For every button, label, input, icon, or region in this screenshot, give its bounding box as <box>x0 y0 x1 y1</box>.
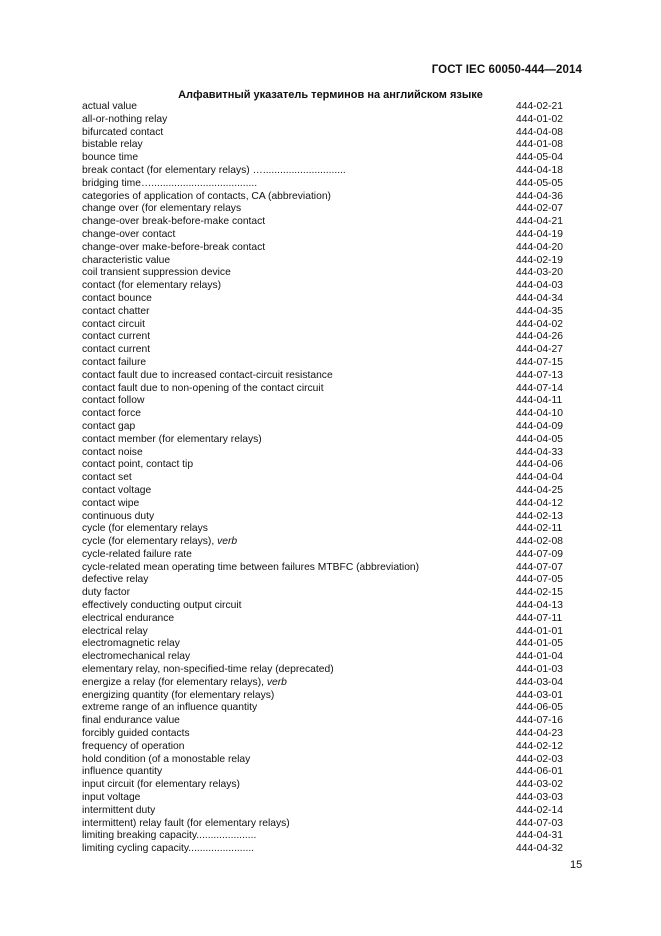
index-term <box>82 843 254 856</box>
index-term <box>82 600 242 613</box>
index-entry <box>82 830 568 843</box>
index-term-text: cycle (for elementary relays <box>82 523 208 535</box>
index-term-text: coil transient suppression device <box>82 267 231 279</box>
index-term <box>82 459 193 472</box>
index-term <box>82 395 144 408</box>
index-term <box>82 511 154 524</box>
index-term-text: electrical endurance <box>82 612 175 624</box>
index-term <box>82 587 130 600</box>
index-code: 444-02-07 <box>516 203 563 215</box>
index-code: 444-04-36 <box>516 190 563 202</box>
index-term-text: duty factor <box>82 587 131 599</box>
index-entry <box>82 191 568 204</box>
index-term <box>82 549 192 562</box>
index-entry <box>82 255 568 268</box>
index-entry <box>82 626 568 639</box>
index-term <box>82 523 208 536</box>
index-entry <box>82 280 568 293</box>
index-entry <box>82 766 568 779</box>
index-code: 444-04-23 <box>516 728 563 740</box>
index-term <box>82 434 262 447</box>
index-term-text: contact failure <box>82 356 147 368</box>
index-code: 444-04-08 <box>516 126 563 138</box>
index-term-text: contact voltage <box>82 484 152 496</box>
index-term-text: contact (for elementary relays) <box>82 280 222 292</box>
index-term-text: contact point, contact tip <box>82 459 194 471</box>
index-title: Алфавитный указатель терминов на английском языке <box>178 89 483 101</box>
index-code: 444-04-03 <box>516 280 563 292</box>
index-term <box>82 216 265 229</box>
index-entry <box>82 805 568 818</box>
index-entry <box>82 421 568 434</box>
index-term <box>82 383 324 396</box>
index-entry <box>82 152 568 165</box>
index-term-text: bifurcated contact <box>82 126 164 138</box>
index-entry <box>82 267 568 280</box>
index-term <box>82 728 190 741</box>
index-entry <box>82 587 568 600</box>
index-entry <box>82 638 568 651</box>
index-term-text: hold condition (of a monostable relay <box>82 753 251 765</box>
index-entry <box>82 728 568 741</box>
index-code: 444-04-32 <box>516 843 563 855</box>
index-term <box>82 293 152 306</box>
index-entry <box>82 600 568 613</box>
index-term <box>82 319 145 332</box>
index-term <box>82 152 138 165</box>
index-term-text: contact fault due to non-opening of the contact circuit <box>82 382 324 394</box>
index-code: 444-02-15 <box>516 587 563 599</box>
index-term <box>82 805 155 818</box>
index-code: 444-06-01 <box>516 766 563 778</box>
index-code: 444-04-34 <box>516 292 563 304</box>
index-term <box>82 485 151 498</box>
index-entry <box>82 523 568 536</box>
index-code: 444-04-25 <box>516 484 563 496</box>
index-term-text: bridging time…..................................... <box>82 177 258 189</box>
index-term-text: electromagnetic relay <box>82 638 180 650</box>
index-term <box>82 178 257 191</box>
index-term-text: cycle-related mean operating time between failures MTBFC (abbreviation) <box>82 561 420 573</box>
index-term <box>82 830 256 843</box>
index-term <box>82 779 240 792</box>
index-code: 444-05-04 <box>516 152 563 164</box>
index-term <box>82 498 139 511</box>
index-term <box>82 370 333 383</box>
index-code: 444-07-05 <box>516 574 563 586</box>
index-code: 444-07-07 <box>516 561 563 573</box>
index-code: 444-03-04 <box>516 676 563 688</box>
index-term-text: change-over contact <box>82 228 176 240</box>
index-term-text: intermittent) relay fault (for elementary relays) <box>82 817 290 829</box>
index-entry <box>82 203 568 216</box>
index-term <box>82 280 221 293</box>
index-code: 444-04-21 <box>516 216 563 228</box>
index-term <box>82 626 148 639</box>
index-code: 444-02-14 <box>516 804 563 816</box>
index-term-text: limiting cycling capacity....................... <box>82 843 255 855</box>
index-term-text: input voltage <box>82 792 141 804</box>
index-entry <box>82 574 568 587</box>
index-term <box>82 651 190 664</box>
index-term <box>82 306 150 319</box>
index-entry <box>82 434 568 447</box>
index-term-text: bounce time <box>82 152 139 164</box>
index-term-text: change-over break-before-make contact <box>82 216 266 228</box>
index-term-text: forcibly guided contacts <box>82 728 190 740</box>
index-term <box>82 715 180 728</box>
index-term <box>82 331 150 344</box>
index-term-text: extreme range of an influence quantity <box>82 702 258 714</box>
index-entry <box>82 472 568 485</box>
index-code: 444-02-13 <box>516 510 563 522</box>
index-code: 444-03-03 <box>516 792 563 804</box>
index-term-text: contact member (for elementary relays) <box>82 433 262 445</box>
index-term-text: limiting breaking capacity..................... <box>82 830 257 842</box>
index-code: 444-03-02 <box>516 779 563 791</box>
index-entry <box>82 408 568 421</box>
index-term <box>82 229 175 242</box>
index-term-text: actual value <box>82 101 137 112</box>
index-entry <box>82 319 568 332</box>
index-code: 444-07-13 <box>516 369 563 381</box>
index-code: 444-02-11 <box>516 523 563 535</box>
index-term <box>82 690 274 703</box>
index-term <box>82 127 163 140</box>
index-code: 444-07-03 <box>516 817 563 829</box>
index-term <box>82 754 250 767</box>
index-term-text: contact chatter <box>82 305 150 317</box>
index-entry <box>82 114 568 127</box>
index-term <box>82 255 170 268</box>
index-term-text: contact wipe <box>82 497 140 509</box>
index-term <box>82 408 141 421</box>
index-term-text: bistable relay <box>82 139 143 151</box>
index-term <box>82 357 146 370</box>
index-term-text: electrical relay <box>82 625 148 637</box>
index-code: 444-03-20 <box>516 267 563 279</box>
index-term <box>82 792 140 805</box>
index-code: 444-04-05 <box>516 433 563 445</box>
index-code: 444-04-13 <box>516 600 563 612</box>
index-term <box>82 447 143 460</box>
index-term <box>82 613 174 626</box>
index-code: 444-02-19 <box>516 254 563 266</box>
index-entry <box>82 357 568 370</box>
index-term <box>82 267 231 280</box>
index-code: 444-04-19 <box>516 228 563 240</box>
index-entry <box>82 690 568 703</box>
index-entry <box>82 562 568 575</box>
index-term <box>82 638 180 651</box>
index-entry <box>82 715 568 728</box>
index-term <box>82 139 143 152</box>
index-term-text: contact current <box>82 344 151 356</box>
index-term-text: elementary relay, non-specified-time relay (deprecated) <box>82 664 334 676</box>
index-code: 444-01-08 <box>516 139 563 151</box>
index-entry <box>82 101 568 114</box>
index-entry <box>82 664 568 677</box>
index-term-text: contact fault due to increased contact-circuit resistance <box>82 369 333 381</box>
index-term-text: final endurance value <box>82 715 180 727</box>
index-term-text: contact bounce <box>82 292 152 304</box>
index-term <box>82 766 162 779</box>
index-entry <box>82 178 568 191</box>
index-term <box>82 191 331 204</box>
index-code: 444-02-12 <box>516 740 563 752</box>
index-code: 444-02-21 <box>516 101 563 112</box>
index-term <box>82 344 150 357</box>
index-entry <box>82 818 568 831</box>
index-entry <box>82 651 568 664</box>
index-entry <box>82 139 568 152</box>
index-code: 444-06-05 <box>516 702 563 714</box>
index-entry <box>82 754 568 767</box>
index-code: 444-01-02 <box>516 113 563 125</box>
index-term-text: cycle (for elementary relays), <box>82 536 215 548</box>
index-code: 444-04-35 <box>516 305 563 317</box>
index-term-text: continuous duty <box>82 510 155 522</box>
index-code: 444-07-14 <box>516 382 563 394</box>
index-code: 444-07-11 <box>516 612 563 624</box>
index-entry <box>82 677 568 690</box>
index-term-text: contact force <box>82 408 141 420</box>
index-term-text: break contact (for elementary relays) …............................. <box>82 164 346 176</box>
index-entry <box>82 242 568 255</box>
document-header: ГОСТ IEC 60050-444—2014 <box>431 64 582 76</box>
index-entry <box>82 498 568 511</box>
index-term <box>82 421 135 434</box>
index-term-text: electromechanical relay <box>82 651 191 663</box>
index-term-text: defective relay <box>82 574 149 586</box>
index-term <box>82 114 167 127</box>
index-term <box>82 536 237 549</box>
index-term <box>82 101 137 114</box>
index-term-text: intermittent duty <box>82 804 156 816</box>
index-term-text: frequency of operation <box>82 740 185 752</box>
index-code: 444-04-18 <box>516 164 563 176</box>
index-code: 444-01-03 <box>516 664 563 676</box>
index-term <box>82 574 148 587</box>
index-list <box>82 101 568 856</box>
index-code: 444-04-12 <box>516 497 563 509</box>
index-term <box>82 203 241 216</box>
index-entry <box>82 127 568 140</box>
index-code: 444-01-05 <box>516 638 563 650</box>
index-term-text: contact current <box>82 331 151 343</box>
index-term-text: contact noise <box>82 446 143 458</box>
index-code: 444-02-08 <box>516 536 563 548</box>
index-term <box>82 741 184 754</box>
index-term <box>82 472 132 485</box>
index-entry <box>82 741 568 754</box>
index-term-text: characteristic value <box>82 254 171 266</box>
index-entry <box>82 165 568 178</box>
index-code: 444-05-05 <box>516 177 563 189</box>
index-entry <box>82 293 568 306</box>
index-entry <box>82 485 568 498</box>
index-term <box>82 562 419 575</box>
index-entry <box>82 702 568 715</box>
index-term-text: all-or-nothing relay <box>82 113 168 125</box>
index-entry <box>82 331 568 344</box>
index-code: 444-02-03 <box>516 753 563 765</box>
index-code: 444-04-04 <box>516 472 563 484</box>
index-code: 444-07-16 <box>516 715 563 727</box>
index-code: 444-07-09 <box>516 548 563 560</box>
index-code: 444-04-09 <box>516 420 563 432</box>
index-entry <box>82 779 568 792</box>
index-term-text: input circuit (for elementary relays) <box>82 779 240 791</box>
index-entry <box>82 344 568 357</box>
index-code: 444-04-31 <box>516 830 563 842</box>
index-term-text: cycle-related failure rate <box>82 548 192 560</box>
index-entry <box>82 383 568 396</box>
index-entry <box>82 370 568 383</box>
index-code: 444-04-20 <box>516 241 563 253</box>
index-code: 444-04-33 <box>516 446 563 458</box>
index-term-text: contact gap <box>82 420 136 432</box>
index-term-text: change over (for elementary relays <box>82 203 242 215</box>
index-entry <box>82 395 568 408</box>
index-code: 444-04-02 <box>516 318 563 330</box>
index-code: 444-01-04 <box>516 651 563 663</box>
page-number: 15 <box>570 859 583 871</box>
index-term-text: contact follow <box>82 395 145 407</box>
index-term-text: energize a relay (for elementary relays), <box>82 676 264 688</box>
index-term <box>82 677 287 690</box>
index-entry <box>82 613 568 626</box>
index-term <box>82 242 265 255</box>
index-entry <box>82 549 568 562</box>
index-term-text: contact set <box>82 472 132 484</box>
index-code: 444-04-10 <box>516 408 563 420</box>
index-term-grammar-note: verb <box>266 676 287 688</box>
index-entry <box>82 843 568 856</box>
index-code: 444-04-11 <box>516 395 563 407</box>
index-term <box>82 664 334 677</box>
index-term-text: categories of application of contacts, CA (abbreviation) <box>82 190 331 202</box>
index-term <box>82 702 257 715</box>
index-term <box>82 165 346 178</box>
index-code: 444-03-01 <box>516 689 563 701</box>
index-term-text: energizing quantity (for elementary relays) <box>82 689 275 701</box>
index-code: 444-07-15 <box>516 356 563 368</box>
index-code: 444-01-01 <box>516 625 563 637</box>
index-entry <box>82 229 568 242</box>
index-term-text: influence quantity <box>82 766 163 778</box>
index-entry <box>82 447 568 460</box>
index-entry <box>82 459 568 472</box>
index-entry <box>82 511 568 524</box>
index-code: 444-04-26 <box>516 331 563 343</box>
index-entry <box>82 536 568 549</box>
index-term-text: contact circuit <box>82 318 145 330</box>
index-term-text: effectively conducting output circuit <box>82 600 242 612</box>
index-term-text: change-over make-before-break contact <box>82 241 266 253</box>
index-code: 444-04-27 <box>516 344 563 356</box>
index-entry <box>82 216 568 229</box>
index-entry <box>82 306 568 319</box>
index-entry <box>82 792 568 805</box>
index-term <box>82 818 290 831</box>
index-term-grammar-note: verb <box>217 536 238 548</box>
index-code: 444-04-06 <box>516 459 563 471</box>
